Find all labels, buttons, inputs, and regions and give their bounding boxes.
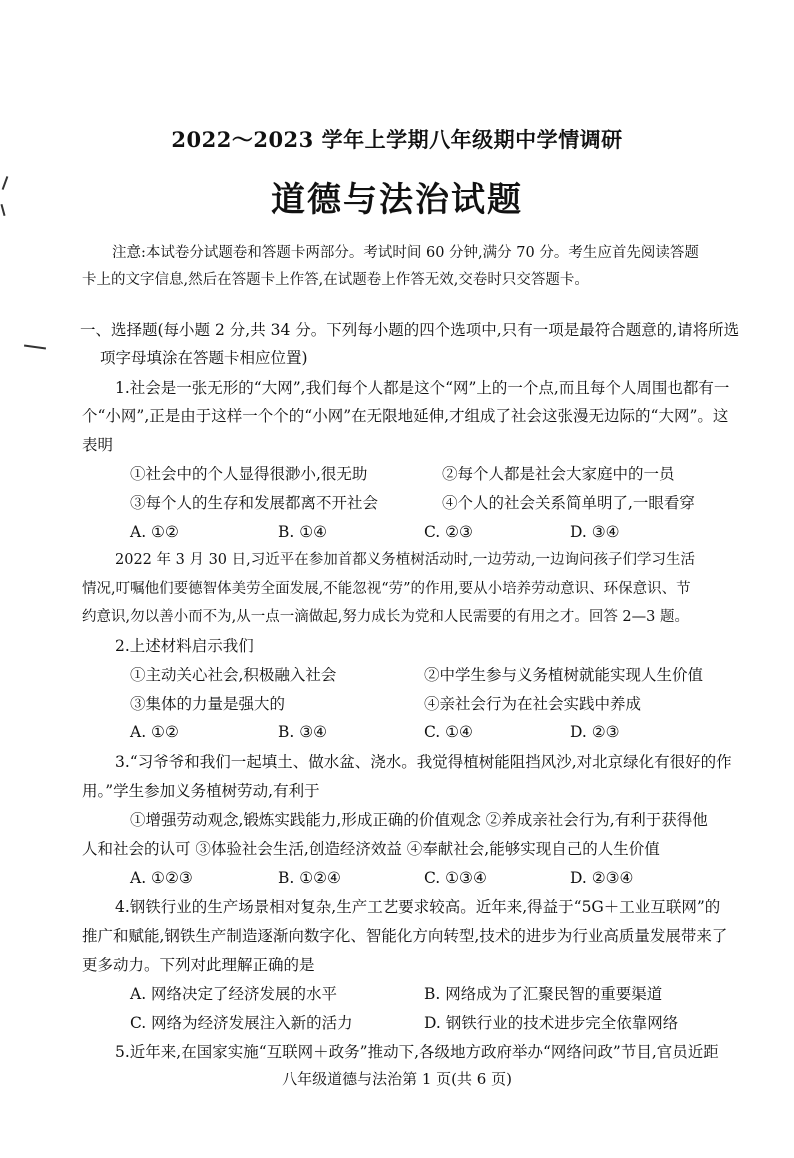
q1-statement-2: ②每个人都是社会大家庭中的一员 [442,465,675,483]
exam-subject-title: 道德与法治试题 [271,180,523,220]
question-3-stem: 3.“习爷爷和我们一起填土、做水盆、浇水。我觉得植树能阻挡风沙,对北京绿化有很好的作 [115,753,732,771]
q1-statement-1: ①社会中的个人显得很渺小,很无助 [130,465,368,483]
q2-statement-3: ③集体的力量是强大的 [130,695,286,713]
question-2-stem: 2.上述材料启示我们 [115,637,254,655]
question-1-stem: 1.社会是一张无形的“大网”,我们每个人都是这个“网”上的一个点,而且每个人周围也都有一 [115,379,730,397]
question-3-statements: 人和社会的认可 ③体验社会生活,创造经济效益 ④奉献社会,能够实现自己的人生价值 [82,840,660,858]
q1-option-c: C. ②③ [424,523,473,541]
page-footer: 八年级道德与法治第 1 页(共 6 页) [282,1070,512,1088]
question-4-stem: 更多动力。下列对此理解正确的是 [82,956,315,974]
question-1-stem: 个“小网”,正是由于这样一个个的“小网”在无限地延伸,才组成了社会这张漫无边际的“大网”。这 [82,407,729,425]
section-heading: 一、选择题(每小题 2 分,共 34 分。下列每小题的四个选项中,只有一项是最符合题意的,请将所选 [80,321,740,339]
q2-statement-4: ④亲社会行为在社会实践中养成 [424,695,642,713]
q2-option-a: A. ①② [130,723,179,741]
q4-option-b: B. 网络成为了汇聚民智的重要渠道 [424,985,663,1003]
question-4-stem: 4.钢铁行业的生产场景相对复杂,生产工艺要求较高。近年来,得益于“5G＋工业互联网”的 [115,898,721,916]
q2-statement-2: ②中学生参与义务植树就能实现人生价值 [424,666,704,684]
q4-option-c: C. 网络为经济发展注入新的活力 [130,1014,353,1032]
question-5-stem: 5.近年来,在国家实施“互联网＋政务”推动下,各级地方政府举办“网络问政”节目,官员近距 [115,1043,719,1061]
q1-option-d: D. ③④ [570,523,620,541]
q4-option-d: D. 钢铁行业的技术进步完全依靠网络 [424,1014,679,1032]
q1-option-b: B. ①④ [278,523,328,541]
q4-option-a: A. 网络决定了经济发展的水平 [130,985,338,1003]
notice-line: 注意:本试卷分试题卷和答题卡两部分。考试时间 60 分钟,满分 70 分。考生应首先阅读答题 [112,245,699,261]
material-text: 情况,叮嘱他们要德智体美劳全面发展,不能忽视“劳”的作用,要从小培养劳动意识、环保意识、节 [82,581,691,597]
q2-statement-1: ①主动关心社会,积极融入社会 [130,666,337,684]
question-4-stem: 推广和赋能,钢铁生产制造逐渐向数字化、智能化方向转型,技术的进步为行业高质量发展带来了 [82,927,728,945]
exam-header-title: 2022～2023 学年上学期八年级期中学情调研 [171,127,623,152]
q2-option-c: C. ①④ [424,723,473,741]
q3-option-b: B. ①②④ [278,869,341,887]
question-1-stem: 表明 [82,436,114,454]
notice-line: 卡上的文字信息,然后在答题卡上作答,在试题卷上作答无效,交卷时只交答题卡。 [82,272,589,288]
q2-option-b: B. ③④ [278,723,328,741]
q2-option-d: D. ②③ [570,723,620,741]
q3-option-d: D. ②③④ [570,869,634,887]
q3-option-a: A. ①②③ [130,869,193,887]
q1-option-a: A. ①② [130,523,179,541]
section-heading: 项字母填涂在答题卡相应位置) [100,349,308,367]
material-text: 约意识,勿以善小而不为,从一点一滴做起,努力成长为党和人民需要的有用之才。回答 2—3 题。 [82,609,689,625]
q1-statement-4: ④个人的社会关系简单明了,一眼看穿 [442,494,695,512]
question-3-statements: ①增强劳动观念,锻炼实践能力,形成正确的价值观念 ②养成亲社会行为,有利于获得他 [130,811,708,829]
q1-statement-3: ③每个人的生存和发展都离不开社会 [130,494,379,512]
material-text: 2022 年 3 月 30 日,习近平在参加首都义务植树活动时,一边劳动,一边询问孩子们学习生活 [115,552,695,568]
question-3-stem: 用。”学生参加义务植树劳动,有利于 [82,782,320,800]
scan-mark [24,344,46,349]
q3-option-c: C. ①③④ [424,869,487,887]
